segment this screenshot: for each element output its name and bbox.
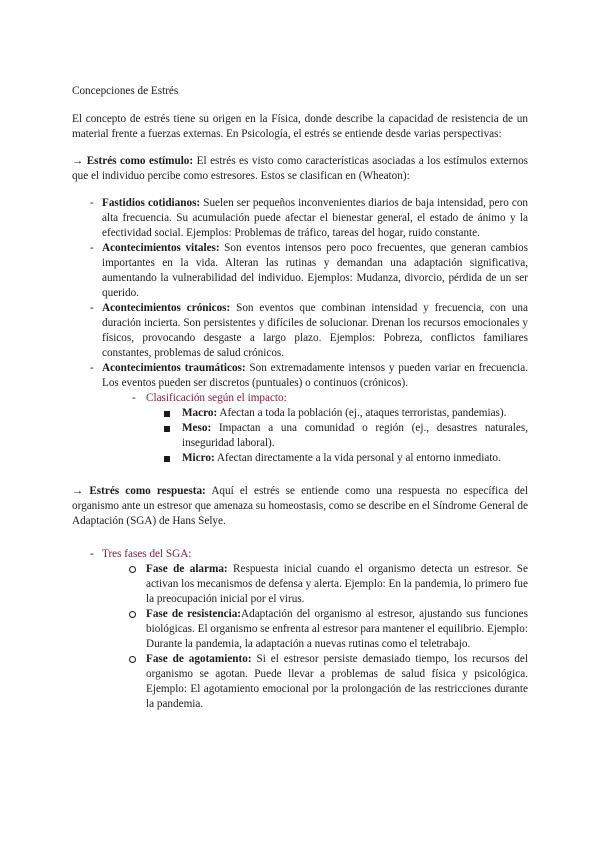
response-heading: Estrés como respuesta: <box>89 485 206 497</box>
page-title: Concepciones de Estrés <box>72 85 179 97</box>
document-body <box>72 84 528 712</box>
item-text: Adaptación del organismo al estresor, ajustando sus funciones biológicas. El organismo se enfrenta al estresor para mantener el equilibrio. Ejemplo: Durante la pandemia, la adaptación a nuevas rutinas como el teletrabajo. <box>146 608 528 650</box>
list-item <box>72 196 528 241</box>
item-text: Son eventos intensos pero poco frecuentes, que generan cambios importantes en la vida. Alteran las rutinas y demandan una adaptación significativa, aumentando la vulnerabilidad del individuo. Ejemplos: Mudanza, divorcio, pérdida de un ser querido. <box>102 242 528 299</box>
response-paragraph <box>72 484 528 529</box>
item-term: Macro: <box>182 407 218 419</box>
dash-bullet-icon: - <box>90 302 94 314</box>
stimulus-heading: Estrés como estímulo: <box>86 155 194 167</box>
arrow-icon: → <box>72 155 84 167</box>
sga-subheading <box>72 547 528 562</box>
square-bullet-icon <box>164 426 170 432</box>
list-item <box>72 241 528 301</box>
impact-subheading <box>72 391 528 406</box>
item-term: Fase de agotamiento: <box>146 653 252 665</box>
item-text: Son eventos que combinan intensidad y frecuencia, con una duración incierta. Son persistentes y difíciles de solucionar. Drenan los recursos emocionales y físicos, provocando desgaste a largo plazo. Ejemplos: Pobreza, conflictos familiares constantes, problemas de salud crónicos. <box>102 302 528 359</box>
dash-bullet-icon: - <box>90 548 94 560</box>
item-text: Impactan a una comunidad o región (ej., desastres naturales, inseguridad laboral). <box>182 422 528 449</box>
arrow-icon: → <box>72 485 84 497</box>
circle-bullet-icon <box>129 656 136 663</box>
circle-bullet-icon <box>129 566 136 573</box>
item-term: Meso: <box>182 422 212 434</box>
list-item <box>72 301 528 361</box>
dash-bullet-icon: - <box>132 392 136 404</box>
square-bullet-icon <box>164 411 170 417</box>
list-item <box>72 361 528 391</box>
intro-paragraph: El concepto de estrés tiene su origen en la Física, donde describe la capacidad de resistencia de un material frente a fuerzas externas. En Psicología, el estrés se entiende desde varias perspectivas: <box>72 113 528 140</box>
sga-phase-list <box>72 562 528 712</box>
item-term: Acontecimientos crónicos: <box>102 302 231 314</box>
item-term: Fase de resistencia: <box>146 608 242 620</box>
stimulus-paragraph <box>72 154 528 184</box>
item-term: Fastidios cotidianos: <box>102 197 201 209</box>
list-item <box>72 406 528 421</box>
item-text: Suelen ser pequeños inconvenientes diarios de baja intensidad, pero con alta frecuencia. Su acumulación puede afectar el bienestar general, el estado de ánimo y la efectividad social. Ejemplos: Problemas de tráfico, tareas del hogar, ruido constante. <box>102 197 529 239</box>
spacer <box>72 466 528 484</box>
list-item <box>72 421 528 451</box>
square-bullet-icon <box>164 456 170 462</box>
dash-bullet-icon: - <box>90 242 94 254</box>
impact-colon: : <box>283 392 287 404</box>
item-term: Fase de alarma: <box>146 563 228 575</box>
impact-list <box>72 406 528 466</box>
circle-bullet-icon <box>129 611 136 618</box>
item-text: Si el estresor persiste demasiado tiempo, los recursos del organismo se agotan. Puede llevar a problemas de salud física y psicológica. Ejemplo: El agotamiento emocional por la prolongación de las restricciones durante la pandemia. <box>146 653 528 710</box>
stressor-list <box>72 196 528 391</box>
item-term: Micro: <box>182 452 215 464</box>
item-term: Acontecimientos vitales: <box>102 242 220 254</box>
impact-heading-text: Clasificación según el impacto <box>146 392 284 404</box>
item-term: Acontecimientos traumáticos: <box>102 362 246 374</box>
item-text: Respuesta inicial cuando el organismo detecta un estresor. Se activan los mecanismos de defensa y alerta. Ejemplo: En la pandemia, lo primero fue la preocupación inicial por el virus. <box>146 563 528 605</box>
item-text: Afectan directamente a la vida personal y al entorno inmediato. <box>214 452 501 464</box>
item-text: Afectan a toda la población (ej., ataques terroristas, pandemias). <box>217 407 507 419</box>
stimulus-text: El estrés es visto como características asociadas a los estímulos externos que el individuo percibe como estresores. Estos se clasifican en (Wheaton): <box>72 155 529 182</box>
list-item <box>72 652 528 712</box>
dash-bullet-icon: - <box>90 197 94 209</box>
sga-heading-text: Tres fases del SGA: <box>102 548 192 560</box>
list-item <box>72 451 528 466</box>
dash-bullet-icon: - <box>90 362 94 374</box>
item-text: Son extremadamente intensos y pueden variar en frecuencia. Los eventos pueden ser discretos (puntuales) o continuos (crónicos). <box>102 362 528 389</box>
spacer <box>72 529 528 547</box>
response-text: Aquí el estrés se entiende como una respuesta no específica del organismo ante un estresor que amenaza su homeostasis, como se describe en el Síndrome General de Adaptación (SGA) de Hans Selye. <box>72 485 528 527</box>
list-item <box>72 562 528 607</box>
list-item <box>72 607 528 652</box>
